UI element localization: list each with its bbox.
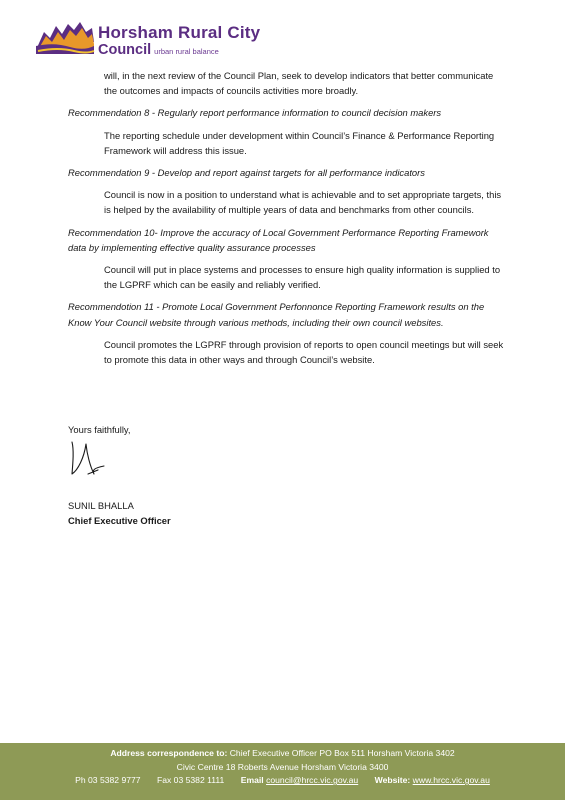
contact-footer: [0, 743, 565, 800]
footer-website-link[interactable]: www.hrcc.vic.gov.au: [412, 775, 490, 786]
signature-image: [68, 440, 116, 482]
recommendation-9-heading: Recommendation 9 - Develop and report against targets for all performance indicators: [68, 167, 425, 179]
footer-address-line: [0, 747, 565, 761]
council-logo-icon: [34, 20, 96, 56]
logo-council-word: Council: [98, 42, 152, 58]
closing-salutation: Yours faithfully,: [68, 424, 131, 435]
recommendation-10-response: Council will put in place systems and processes to ensure high quality information is supplied to the LGPRF which can be easily and reliably verified.: [104, 264, 501, 291]
letterhead: [34, 20, 294, 62]
footer-address-label: Address correspondence to:: [110, 748, 228, 758]
logo-tagline: urban rural balance: [154, 47, 219, 56]
footer-website-label: Website:: [374, 775, 411, 786]
org-name: Horsham Rural City: [98, 23, 261, 42]
recommendation-8-heading: Recommendation 8 - Regularly report performance information to council decision makers: [68, 107, 442, 119]
recommendation-11-response: Council promotes the LGPRF through provision of reports to open council meetings but will seek to promote this data in other ways and through Council’s website.: [104, 338, 504, 366]
footer-email-label: Email: [240, 775, 264, 786]
footer-civic-centre: Civic Centre 18 Roberts Avenue Horsham Victoria 3400: [176, 761, 389, 772]
logo-subline: [98, 41, 219, 59]
footer-phone: Ph 03 5382 9777: [75, 775, 141, 786]
footer-contact-line: [0, 774, 565, 788]
letter-body: [68, 68, 508, 367]
footer-address-value: Chief Executive Officer PO Box 511 Horsham Victoria 3402: [229, 748, 455, 758]
intro-paragraph: will, in the next review of the Council Plan, seek to develop indicators that better communicate the outcomes and impacts of councils activities more broadly.: [104, 70, 494, 97]
signatory-name: SUNIL BHALLA: [68, 500, 134, 511]
footer-fax: Fax 03 5382 1111: [156, 775, 225, 786]
recommendation-9-response: Council is now in a position to understand what is achievable and to set appropriate targets, this is helped by the availability of multiple years of data and benchmarks from other councils.: [104, 189, 502, 216]
signatory-title: Chief Executive Officer: [68, 515, 171, 526]
recommendation-11-heading: Recommendotion 11 - Promote Local Government Perfonnonce Reporting Framework results on the Know Your Council website through various methods, including their own council websites.: [68, 301, 485, 328]
footer-email-link[interactable]: council@hrcc.vic.gov.au: [266, 775, 359, 786]
signatory-block: [68, 498, 171, 528]
recommendation-8-response: The reporting schedule under development within Council’s Finance & Performance Reporting Framework will address this issue.: [104, 129, 495, 156]
recommendation-10-heading: Recommendation 10- Improve the accuracy of Local Government Performance Reporting Framework data by implementing effective quality assurance processes: [68, 226, 489, 253]
